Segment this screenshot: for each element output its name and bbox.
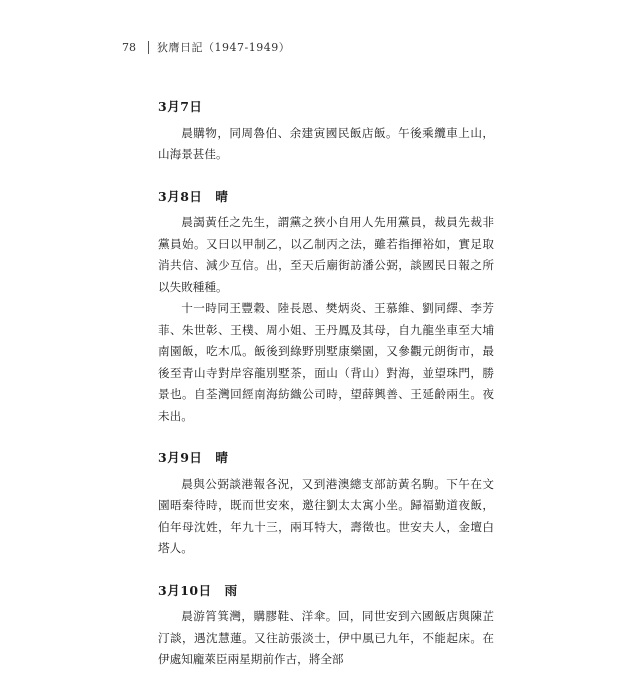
- running-head: [122, 39, 290, 55]
- entry-paragraph: 十一時同王豐穀、陸長恩、樊炳炎、王慕維、劉同繹、李芳菲、朱世彰、王樸、周小姐、王丹鳳及其母，自九龍坐車至大埔南園飯，吃木瓜。飯後到綠野別墅康樂園，又參觀元朗街市，最後至青山寺對岸容龍別墅茶，面山（背山）對海，並望珠門，勝景也。自荃灣回經南海紡織公司時，望薛興善、王延齡兩生。夜未出。: [158, 301, 494, 423]
- page-number: 78: [122, 40, 136, 54]
- entry-paragraph: 晨謁黃任之先生，謂黨之狹小自用人先用黨員，裁員先裁非黨員始。又曰以甲制乙，以乙制丙之法，雖若指揮裕如，實足取消共信、減少互信。出，至天后廟街訪潘公弼，談國民日報之所以失敗種種。: [158, 215, 494, 294]
- entry-paragraph: 晨購物，同周魯伯、余建寅國民飯店飯。午後乘纜車上山，山海景甚佳。: [158, 125, 494, 161]
- diary-entry-mar-9: [158, 447, 494, 560]
- entry-date-heading: 3月8日 晴: [158, 188, 229, 204]
- diary-entry-mar-8: [158, 186, 494, 428]
- book-title: 狄膺日記（1947-1949）: [157, 41, 291, 54]
- entry-date-heading: 3月7日: [158, 99, 203, 114]
- entry-paragraph: 晨游筲箕灣，購膠鞋、洋傘。回，同世安到六國飯店與陳芷汀談，遇沈慧蓮。又往訪張淡士，伊中風已九年，不能起床。在伊處知龐萊臣兩星期前作古，將全部: [158, 609, 494, 666]
- diary-body: [158, 96, 494, 691]
- header-divider: [148, 41, 149, 54]
- diary-entry-mar-10: [158, 580, 494, 671]
- entry-date-heading: 3月9日 晴: [158, 450, 229, 465]
- entry-date-heading: 3月10日 雨: [158, 582, 238, 598]
- entry-paragraph: 晨與公弼談港報各況，又到港澳總支部訪黃名駒。下午在文園晤秦待時，既而世安來，邀往劉太太寓小坐。歸福勤道夜飯，伯年母沈姓，年九十三，兩耳特大，壽徵也。世安夫人，金壇白塔人。: [158, 476, 494, 555]
- diary-entry-mar-7: [158, 96, 494, 166]
